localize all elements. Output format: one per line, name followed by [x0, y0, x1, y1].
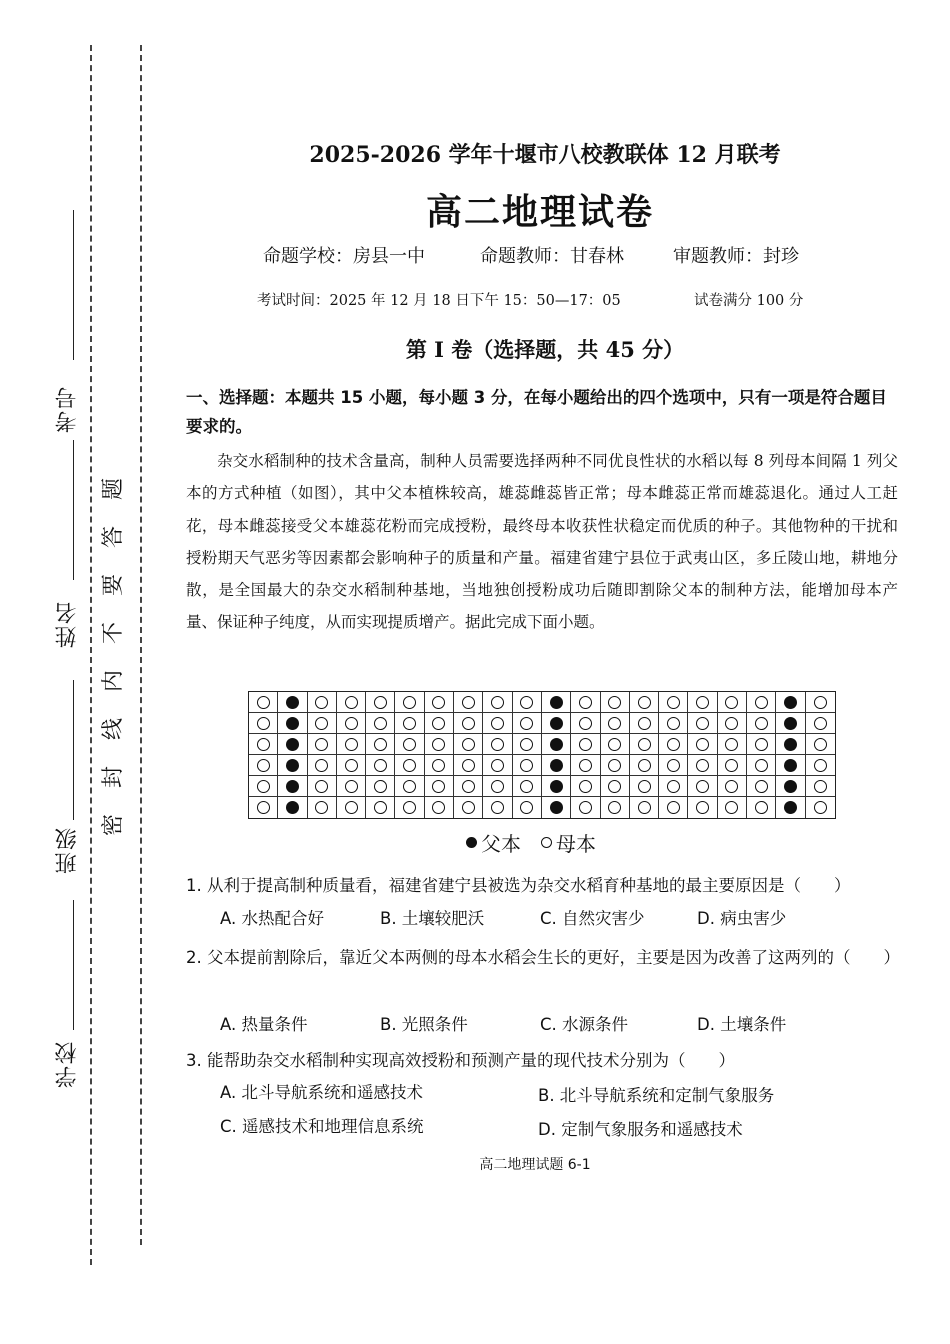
grid-cell: [659, 734, 688, 755]
seal-char: 封: [100, 765, 126, 789]
mother-plant: [638, 738, 651, 751]
mother-plant: [608, 717, 621, 730]
father-plant: [286, 717, 299, 730]
mother-plant: [755, 696, 768, 709]
mother-plant: [755, 759, 768, 772]
mother-plant: [462, 738, 475, 751]
grid-cell: [776, 713, 805, 734]
grid-cell: [249, 692, 278, 713]
grid-cell: [395, 692, 424, 713]
mother-plant: [667, 717, 680, 730]
section-instruction: 一、选择题：本题共 15 小题，每小题 3 分，在每小题给出的四个选项中，只有一项是符合题目要求的。: [186, 388, 887, 436]
mother-plant: [257, 717, 270, 730]
mother-plant: [579, 801, 592, 814]
grid-cell: [571, 692, 600, 713]
mother-plant: [315, 696, 328, 709]
legend-father-label: 父本: [481, 832, 521, 856]
grid-cell: [659, 692, 688, 713]
mother-plant: [257, 759, 270, 772]
class-line: [73, 680, 74, 820]
mother-plant: [462, 717, 475, 730]
mother-plant: [374, 801, 387, 814]
mother-plant: [608, 759, 621, 772]
grid-cell: [601, 734, 630, 755]
planting-layout-figure: [248, 691, 836, 819]
mother-plant: [667, 780, 680, 793]
father-plant: [286, 738, 299, 751]
grid-cell: [513, 692, 542, 713]
mother-plant: [432, 780, 445, 793]
grid-cell: [249, 797, 278, 818]
mother-plant: [520, 759, 533, 772]
mother-plant: [755, 780, 768, 793]
mother-plant: [667, 801, 680, 814]
grid-cell: [776, 692, 805, 713]
grid-cell: [542, 755, 571, 776]
exam-number-label: 考号: [55, 385, 80, 433]
grid-cell: [308, 797, 337, 818]
mother-plant: [257, 738, 270, 751]
grid-cell: [747, 692, 776, 713]
mother-plant: [667, 759, 680, 772]
mother-plant: [374, 780, 387, 793]
grid-cell: [337, 692, 366, 713]
grid-cell: [659, 776, 688, 797]
mother-plant: [403, 696, 416, 709]
grid-cell: [483, 734, 512, 755]
mother-plant: [725, 759, 738, 772]
grid-cell: [308, 776, 337, 797]
grid-cell: [513, 776, 542, 797]
grid-cell: [747, 713, 776, 734]
reading-passage: 杂交水稻制种的技术含量高，制种人员需要选择两种不同优良性状的水稻以每 8 列母本间隔 1 列父本的方式种植（如图），其中父本植株较高，雄蕊雌蕊皆正常；母本雌蕊正常而雄蕊退化。通过人工赶花，母本雌蕊接受父本雄蕊花粉而完成授粉，最终母本收获性状稳定而优质的种子。其他物种的干扰和授粉期天气恶劣等因素都会影响种子的质量和产量。福建省建宁县位于武夷山区，多丘陵山地，耕地分散，是全国最大的杂交水稻制种基地，当地独创授粉成功后随即割除父本的制种方法，能增加母本产量、保证种子纯度，从而实现提质增产。据此完成下面小题。: [186, 452, 898, 632]
grid-cell: [366, 776, 395, 797]
father-plant: [550, 801, 563, 814]
grid-cell: [747, 734, 776, 755]
mother-plant: [315, 717, 328, 730]
seal-char: 不: [100, 621, 126, 645]
mother-plant: [725, 717, 738, 730]
mother-plant: [814, 738, 827, 751]
grid-cell: [483, 797, 512, 818]
father-plant: [550, 717, 563, 730]
grid-cell: [571, 713, 600, 734]
grid-cell: [659, 797, 688, 818]
father-plant: [784, 759, 797, 772]
grid-cell: [630, 734, 659, 755]
paper-title: 高二地理试卷: [425, 191, 654, 233]
mother-plant: [374, 738, 387, 751]
mother-plant: [491, 696, 504, 709]
mother-plant: [579, 738, 592, 751]
q2-option-c: C. 水源条件: [540, 1015, 629, 1034]
grid-cell: [776, 734, 805, 755]
grid-cell: [278, 713, 307, 734]
name-line: [73, 440, 74, 580]
mother-plant: [579, 717, 592, 730]
grid-cell: [571, 734, 600, 755]
grid-cell: [483, 755, 512, 776]
mother-plant: [608, 801, 621, 814]
mother-plant: [814, 801, 827, 814]
mother-plant: [755, 801, 768, 814]
grid-cell: [483, 713, 512, 734]
grid-cell: [630, 797, 659, 818]
grid-cell: [688, 734, 717, 755]
mother-plant: [814, 696, 827, 709]
mother-plant: [725, 801, 738, 814]
grid-cell: [366, 797, 395, 818]
grid-cell: [337, 755, 366, 776]
mother-plant: [462, 696, 475, 709]
q3-option-c: C. 遥感技术和地理信息系统: [220, 1117, 424, 1136]
grid-cell: [747, 755, 776, 776]
grid-cell: [454, 734, 483, 755]
mother-plant: [814, 759, 827, 772]
grid-cell: [571, 755, 600, 776]
grid-cell: [571, 776, 600, 797]
q1-option-a: A. 水热配合好: [220, 909, 324, 928]
grid-cell: [688, 755, 717, 776]
grid-cell: [747, 776, 776, 797]
grid-cell: [249, 713, 278, 734]
mother-plant: [520, 717, 533, 730]
grid-cell: [542, 692, 571, 713]
grid-cell: [806, 797, 835, 818]
grid-cell: [601, 692, 630, 713]
grid-cell: [337, 797, 366, 818]
legend-mother-label: 母本: [556, 832, 596, 856]
section-title: 第 I 卷（选择题，共 45 分）: [405, 337, 685, 362]
mother-plant: [462, 780, 475, 793]
grid-cell: [718, 776, 747, 797]
father-plant: [286, 780, 299, 793]
father-dot-icon: [466, 837, 477, 848]
mother-plant: [403, 780, 416, 793]
grid-cell: [395, 755, 424, 776]
grid-cell: [278, 734, 307, 755]
father-plant: [784, 780, 797, 793]
grid-cell: [542, 776, 571, 797]
grid-cell: [366, 734, 395, 755]
mother-plant: [667, 696, 680, 709]
grid-cell: [659, 713, 688, 734]
q1-option-b: B. 土壤较肥沃: [380, 909, 485, 928]
grid-cell: [601, 755, 630, 776]
mother-plant: [462, 801, 475, 814]
grid-cell: [454, 755, 483, 776]
grid-cell: [278, 755, 307, 776]
grid-cell: [513, 755, 542, 776]
grid-cell: [806, 713, 835, 734]
grid-cell: [366, 692, 395, 713]
grid-cell: [454, 713, 483, 734]
grid-cell: [747, 797, 776, 818]
mother-plant: [374, 696, 387, 709]
grid-cell: [278, 797, 307, 818]
father-plant: [784, 717, 797, 730]
grid-cell: [776, 755, 805, 776]
mother-plant: [696, 717, 709, 730]
grid-cell: [425, 797, 454, 818]
father-plant: [784, 696, 797, 709]
q2-option-d: D. 土壤条件: [697, 1015, 787, 1034]
setting-teacher: 命题教师：甘春林: [480, 246, 624, 267]
grid-cell: [718, 713, 747, 734]
mother-plant: [814, 717, 827, 730]
mother-plant: [491, 759, 504, 772]
q1-option-d: D. 病虫害少: [697, 909, 787, 928]
mother-plant: [667, 738, 680, 751]
grid-cell: [337, 776, 366, 797]
mother-plant: [608, 738, 621, 751]
grid-cell: [425, 755, 454, 776]
mother-plant: [432, 696, 445, 709]
mother-plant: [345, 738, 358, 751]
father-plant: [550, 738, 563, 751]
mother-plant: [345, 717, 358, 730]
grid-cell: [542, 734, 571, 755]
seal-warning: [100, 465, 140, 849]
q3-option-b: B. 北斗导航系统和定制气象服务: [538, 1086, 775, 1105]
mother-plant: [432, 801, 445, 814]
class-label: 班级: [55, 826, 80, 874]
grid-cell: [278, 692, 307, 713]
father-plant: [550, 780, 563, 793]
mother-plant: [638, 717, 651, 730]
seal-char: 密: [100, 813, 126, 837]
mother-circle-icon: [541, 837, 552, 848]
mother-plant: [432, 717, 445, 730]
grid-cell: [571, 797, 600, 818]
mother-plant: [579, 780, 592, 793]
grid-cell: [513, 797, 542, 818]
mother-plant: [491, 717, 504, 730]
grid-cell: [806, 776, 835, 797]
school-label: 学校: [55, 1040, 80, 1088]
mother-plant: [462, 759, 475, 772]
grid-cell: [308, 692, 337, 713]
mother-plant: [257, 780, 270, 793]
grid-cell: [688, 713, 717, 734]
mother-plant: [814, 780, 827, 793]
grid-cell: [425, 734, 454, 755]
father-plant: [784, 801, 797, 814]
mother-plant: [696, 801, 709, 814]
grid-cell: [454, 692, 483, 713]
father-plant: [286, 759, 299, 772]
father-plant: [286, 801, 299, 814]
mother-plant: [638, 759, 651, 772]
mother-plant: [755, 738, 768, 751]
mother-plant: [345, 801, 358, 814]
grid-cell: [806, 692, 835, 713]
grid-cell: [337, 734, 366, 755]
grid-cell: [395, 734, 424, 755]
question-2-stem: 2. 父本提前割除后，靠近父本两侧的母本水稻会生长的更好，主要是因为改善了这两列的（ ）: [186, 948, 900, 967]
mother-plant: [315, 780, 328, 793]
q1-option-c: C. 自然灾害少: [540, 909, 645, 928]
father-plant: [550, 759, 563, 772]
grid-cell: [776, 776, 805, 797]
mother-plant: [432, 738, 445, 751]
school-line: [73, 900, 74, 1030]
mother-plant: [638, 780, 651, 793]
q2-option-b: B. 光照条件: [380, 1015, 468, 1034]
seal-char: 要: [100, 573, 126, 597]
mother-plant: [491, 738, 504, 751]
grid-cell: [249, 776, 278, 797]
grid-cell: [454, 797, 483, 818]
question-3-stem: 3. 能帮助杂交水稻制种实现高效授粉和预测产量的现代技术分别为（ ）: [186, 1051, 735, 1070]
grid-cell: [718, 692, 747, 713]
grid-cell: [601, 776, 630, 797]
grid-cell: [249, 755, 278, 776]
grid-cell: [454, 776, 483, 797]
grid-cell: [425, 713, 454, 734]
mother-plant: [345, 780, 358, 793]
figure-legend: [466, 828, 596, 857]
mother-plant: [257, 801, 270, 814]
exam-time: 考试时间：2025 年 12 月 18 日下午 15：50—17：05: [257, 293, 621, 309]
reviewing-teacher: 审题教师：封珍: [673, 246, 799, 267]
grid-cell: [630, 692, 659, 713]
grid-cell: [395, 776, 424, 797]
exam-name: 2025-2026 学年十堰市八校教联体 12 月联考: [309, 142, 781, 168]
mother-plant: [638, 696, 651, 709]
grid-cell: [337, 713, 366, 734]
grid-cell: [425, 776, 454, 797]
grid-cell: [806, 734, 835, 755]
mother-plant: [696, 696, 709, 709]
mother-plant: [755, 717, 768, 730]
mother-plant: [257, 696, 270, 709]
q3-option-a: A. 北斗导航系统和遥感技术: [220, 1083, 423, 1102]
full-score: 试卷满分 100 分: [694, 293, 804, 309]
grid-cell: [513, 713, 542, 734]
grid-cell: [425, 692, 454, 713]
mother-plant: [696, 780, 709, 793]
mother-plant: [520, 738, 533, 751]
grid-cell: [366, 755, 395, 776]
father-plant: [550, 696, 563, 709]
grid-cell: [249, 734, 278, 755]
mother-plant: [403, 717, 416, 730]
grid-cell: [395, 797, 424, 818]
grid-cell: [688, 692, 717, 713]
mother-plant: [491, 801, 504, 814]
mother-plant: [520, 801, 533, 814]
mother-plant: [403, 801, 416, 814]
mother-plant: [403, 738, 416, 751]
grid-cell: [483, 692, 512, 713]
q2-option-a: A. 热量条件: [220, 1015, 308, 1034]
grid-cell: [688, 776, 717, 797]
grid-cell: [630, 713, 659, 734]
grid-cell: [688, 797, 717, 818]
mother-plant: [315, 738, 328, 751]
mother-plant: [520, 696, 533, 709]
mother-plant: [638, 801, 651, 814]
mother-plant: [725, 738, 738, 751]
mother-plant: [374, 717, 387, 730]
grid-cell: [308, 755, 337, 776]
grid-cell: [718, 734, 747, 755]
grid-cell: [513, 734, 542, 755]
question-1-stem: 1. 从利于提高制种质量看，福建省建宁县被选为杂交水稻育种基地的最主要原因是（ ）: [186, 876, 851, 895]
mother-plant: [374, 759, 387, 772]
mother-plant: [491, 780, 504, 793]
grid-cell: [718, 755, 747, 776]
seal-char: 内: [100, 669, 126, 693]
grid-cell: [718, 797, 747, 818]
grid-cell: [278, 776, 307, 797]
mother-plant: [345, 759, 358, 772]
father-plant: [286, 696, 299, 709]
seal-char: 答: [100, 525, 126, 549]
mother-plant: [315, 801, 328, 814]
grid-cell: [630, 755, 659, 776]
mother-plant: [403, 759, 416, 772]
seal-char: 题: [100, 477, 126, 501]
grid-cell: [308, 734, 337, 755]
grid-cell: [542, 713, 571, 734]
mother-plant: [579, 696, 592, 709]
mother-plant: [608, 780, 621, 793]
name-label: 姓名: [55, 600, 80, 648]
grid-cell: [776, 797, 805, 818]
grid-cell: [483, 776, 512, 797]
grid-cell: [542, 797, 571, 818]
grid-cell: [806, 755, 835, 776]
mother-plant: [725, 780, 738, 793]
q3-option-d: D. 定制气象服务和遥感技术: [538, 1120, 743, 1139]
mother-plant: [696, 759, 709, 772]
grid-cell: [630, 776, 659, 797]
seal-char: 线: [100, 717, 126, 741]
setting-school: 命题学校：房县一中: [263, 246, 425, 267]
mother-plant: [579, 759, 592, 772]
mother-plant: [725, 696, 738, 709]
grid-cell: [308, 713, 337, 734]
father-plant: [784, 738, 797, 751]
mother-plant: [696, 738, 709, 751]
grid-cell: [366, 713, 395, 734]
mother-plant: [432, 759, 445, 772]
mother-plant: [608, 696, 621, 709]
page-footer: 高二地理试题 6-1: [479, 1157, 591, 1173]
grid-cell: [601, 713, 630, 734]
mother-plant: [315, 759, 328, 772]
mother-plant: [520, 780, 533, 793]
mother-plant: [345, 696, 358, 709]
grid-cell: [395, 713, 424, 734]
grid-cell: [659, 755, 688, 776]
grid-cell: [601, 797, 630, 818]
